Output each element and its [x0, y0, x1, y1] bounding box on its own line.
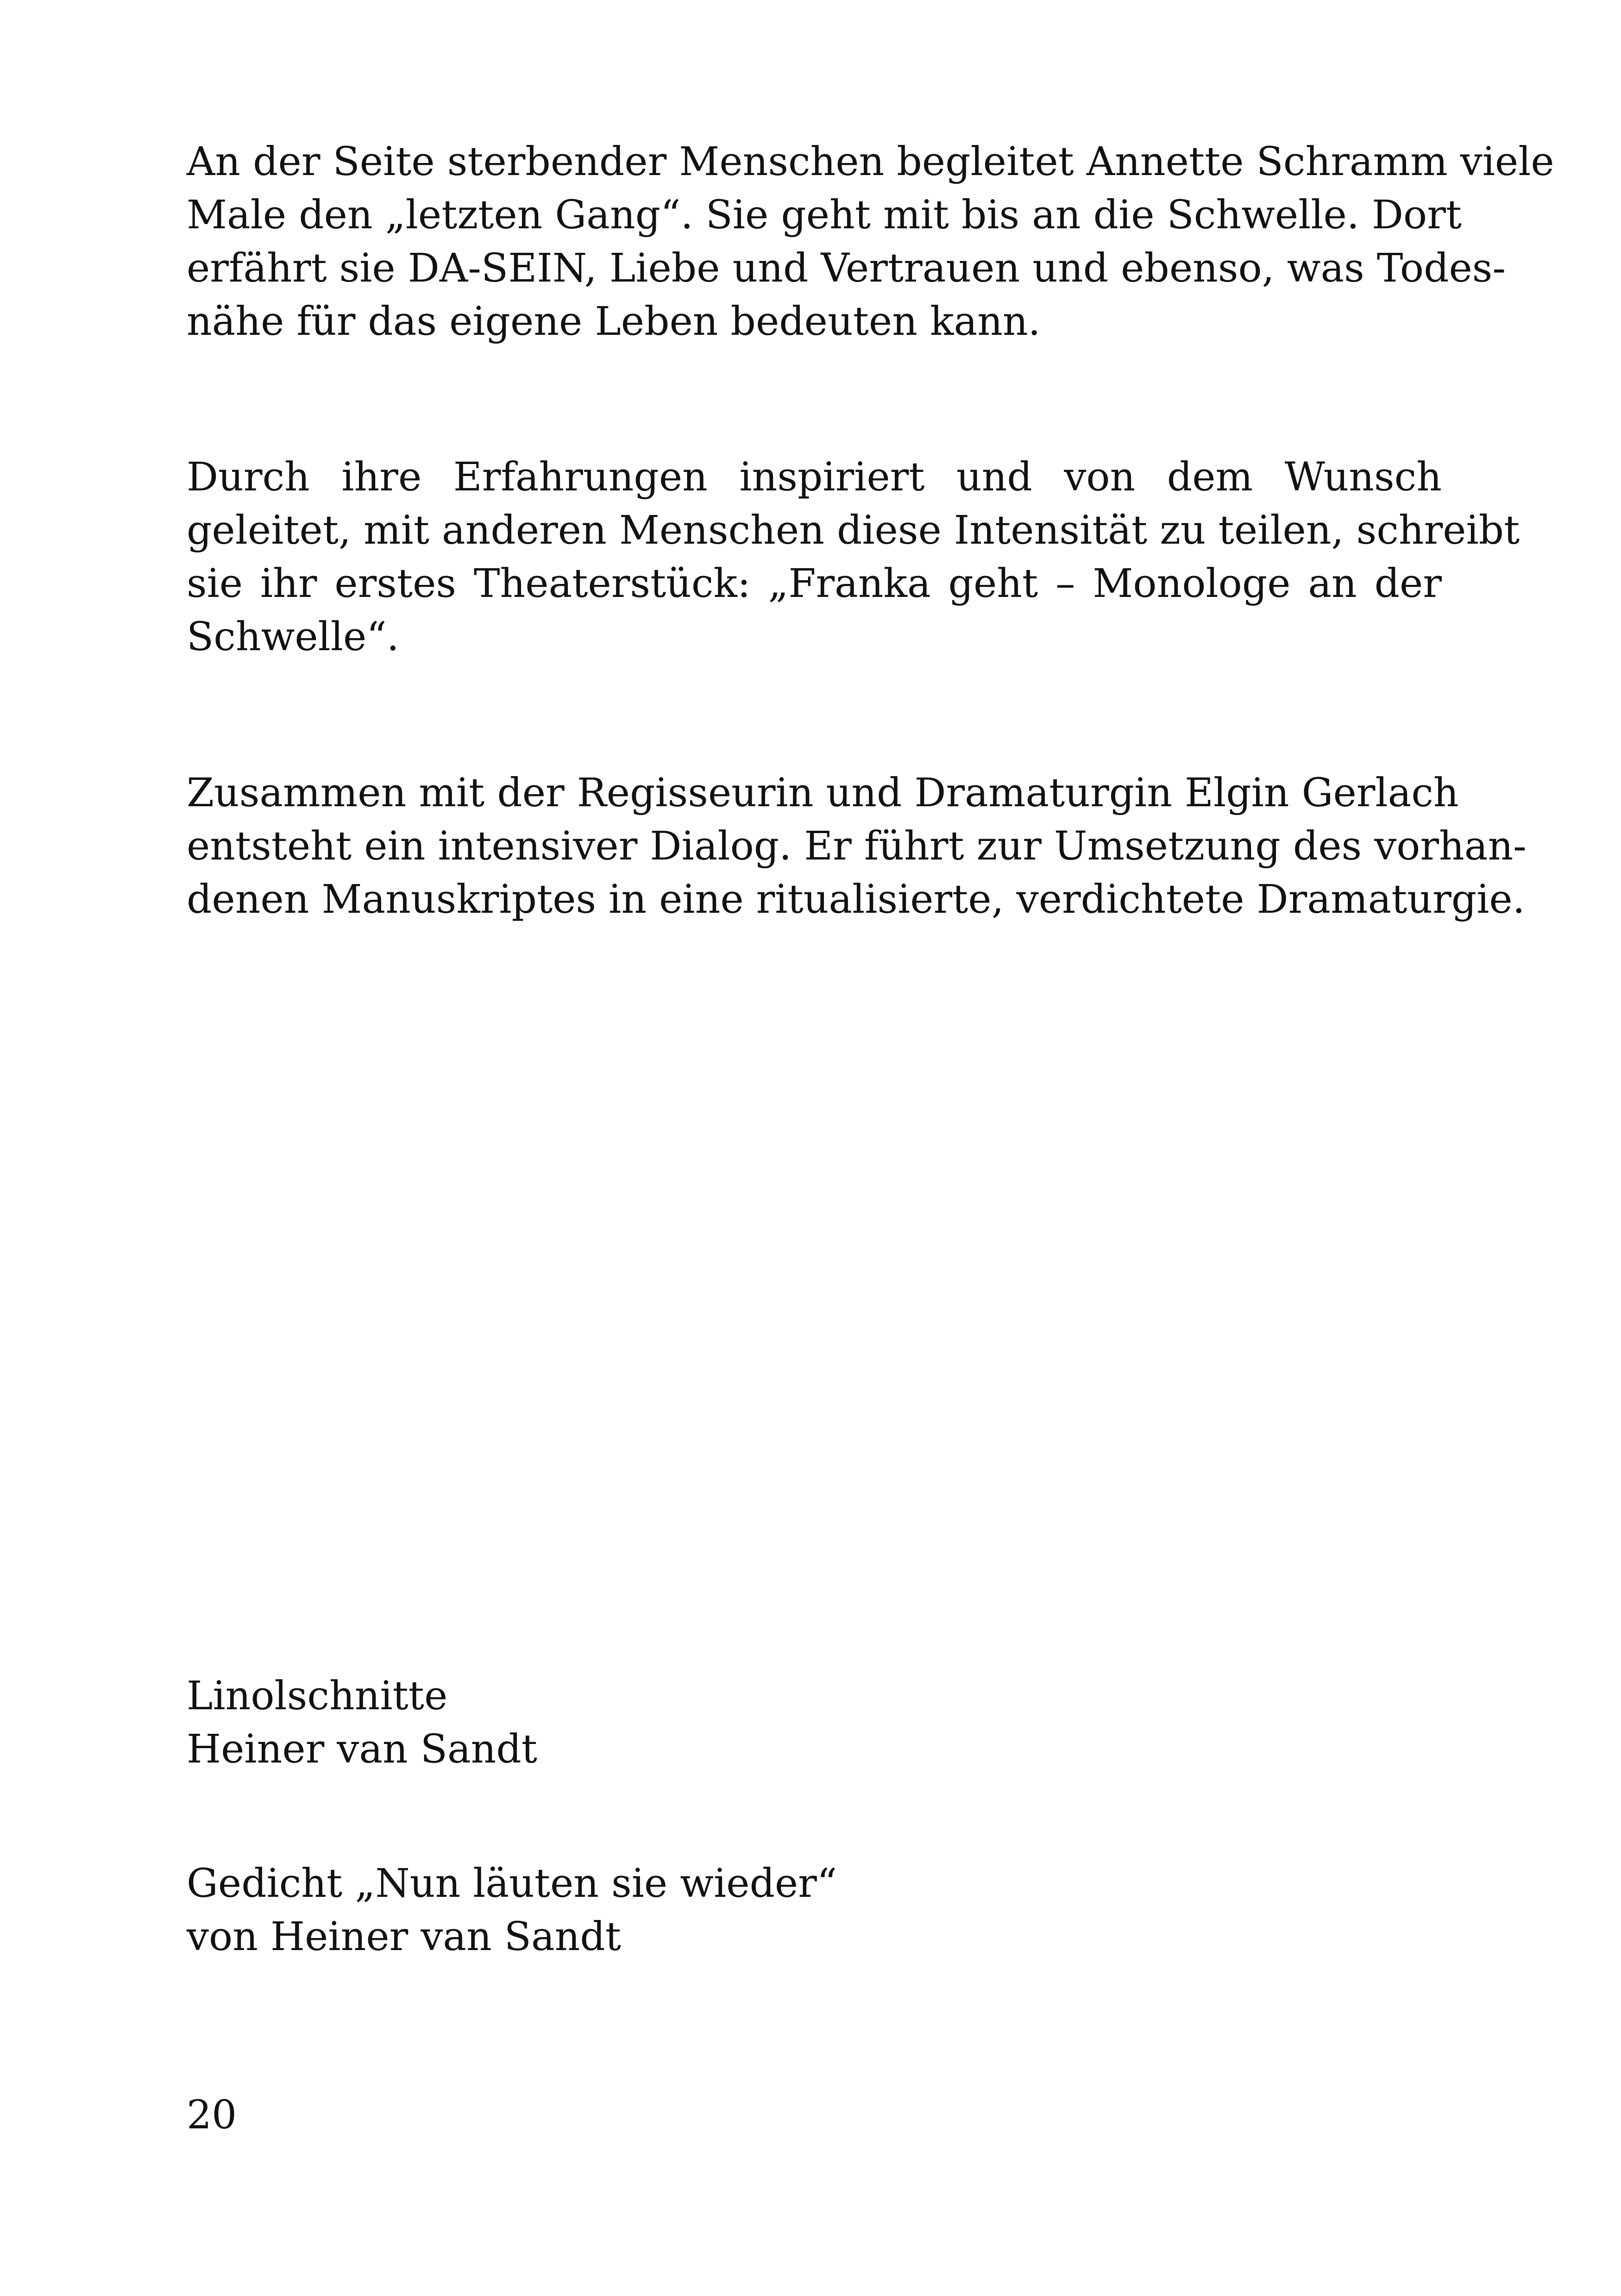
paragraph-3 [187, 766, 1527, 926]
paragraph-line: sie ihr erstes Theaterstück: „Franka geht – Monologe an der [187, 561, 1442, 607]
paragraph-2 [187, 451, 1520, 664]
paragraph-line: Male den „letzten Gang“. Sie geht mit bis an die Schwelle. Dort [187, 192, 1462, 238]
paragraph-line: erfährt sie DA-SEIN, Liebe und Vertrauen und ebenso, was Todes- [187, 245, 1506, 291]
credit-title: Gedicht „Nun läuten sie wieder“ [187, 1861, 837, 1907]
paragraph-line: Schwelle“. [187, 614, 399, 660]
credit-author: Heiner van Sandt [187, 1726, 537, 1772]
paragraph-line: An der Seite sterbender Menschen begleitet Annette Schramm viele [187, 139, 1554, 185]
credit-poem [187, 1857, 1442, 1964]
paragraph-line: Zusammen mit der Regisseurin und Dramaturgin Elgin Gerlach [187, 770, 1459, 816]
paragraph-1 [187, 135, 1554, 348]
credit-author: von Heiner van Sandt [187, 1914, 621, 1960]
credit-linocuts [187, 1669, 1442, 1776]
paragraph-line: entsteht ein intensiver Dialog. Er führt zur Umsetzung des vorhan- [187, 823, 1527, 869]
paragraph-line: denen Manuskriptes in eine ritualisierte, verdichtete Dramaturgie. [187, 877, 1525, 922]
paragraph-line: Durch ihre Erfahrungen inspiriert und von dem Wunsch [187, 454, 1442, 500]
paragraph-line: nähe für das eigene Leben bedeuten kann. [187, 299, 1041, 345]
paragraph-line: geleitet, mit anderen Menschen diese Intensität zu teilen, schreibt [187, 508, 1520, 553]
page-number: 20 [187, 2092, 237, 2138]
credit-title: Linolschnitte [187, 1673, 448, 1719]
